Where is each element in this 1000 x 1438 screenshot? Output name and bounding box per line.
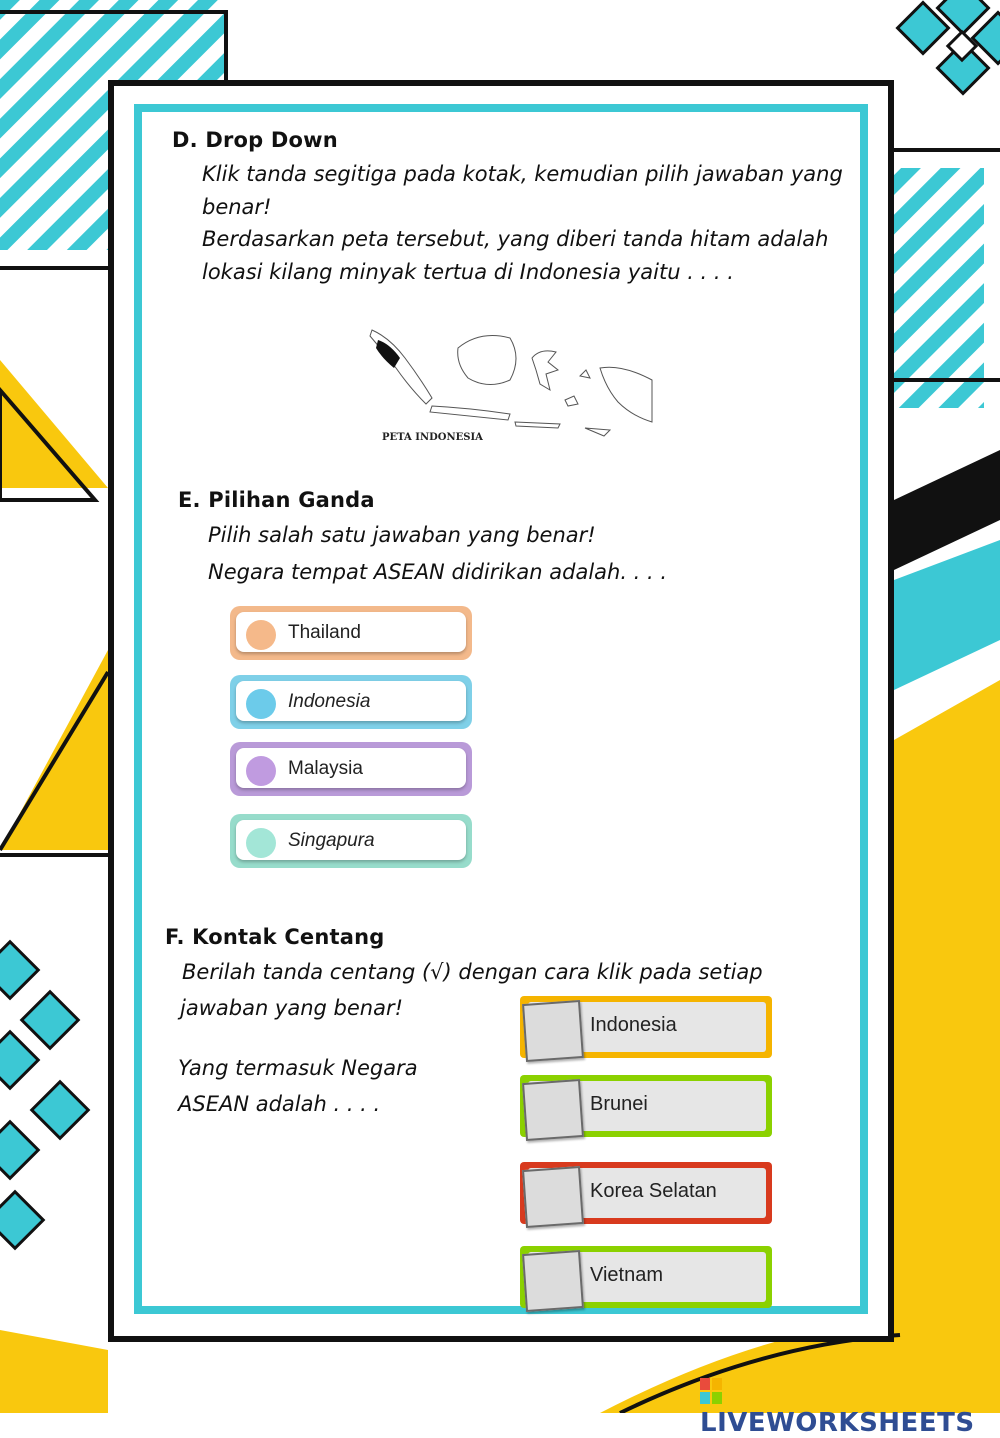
checkbox-option-indonesia[interactable] [520,996,772,1058]
option-singapura[interactable] [230,814,472,868]
section-f-question-2: ASEAN adalah . . . . [178,1092,381,1116]
section-d-question-2: lokasi kilang minyak tertua di Indonesia yaitu . . . . [202,260,734,284]
option-label: Indonesia [288,691,371,712]
section-f-instruction-1: Berilah tanda centang (√) dengan cara klik pada setiap [182,960,763,984]
radio-circle-icon[interactable] [246,689,276,719]
option-indonesia[interactable] [230,675,472,729]
brand-text: LIVEWORKSHEETS [700,1408,975,1438]
liveworksheets-logo [700,1378,1000,1438]
section-d-instruction-1: Klik tanda segitiga pada kotak, kemudian pilih jawaban yang [202,162,843,186]
section-d-heading: D. Drop Down [172,128,338,152]
checkbox-square-icon[interactable] [522,1250,584,1312]
checkbox-square-icon[interactable] [522,1166,584,1228]
map-caption: PETA INDONESIA [382,432,483,443]
checkbox-option-korea-selatan[interactable] [520,1162,772,1224]
checkbox-square-icon[interactable] [522,1079,584,1141]
section-f-heading: F. Kontak Centang [165,925,385,949]
section-f-question-1: Yang termasuk Negara [178,1056,418,1080]
checkbox-option-vietnam[interactable] [520,1246,772,1308]
radio-circle-icon[interactable] [246,828,276,858]
section-e-question: Negara tempat ASEAN didirikan adalah. . . . [208,560,668,584]
option-thailand[interactable] [230,606,472,660]
radio-circle-icon[interactable] [246,620,276,650]
liveworksheets-logo-icon [700,1378,722,1404]
section-e-instruction: Pilih salah satu jawaban yang benar! [208,523,596,547]
checkbox-label: Brunei [590,1093,648,1115]
radio-circle-icon[interactable] [246,756,276,786]
checkbox-label: Vietnam [590,1264,664,1286]
section-e-heading: E. Pilihan Ganda [178,488,375,512]
section-d-question-1: Berdasarkan peta tersebut, yang diberi tanda hitam adalah [202,227,829,251]
checkbox-label: Indonesia [590,1014,677,1036]
option-label: Singapura [288,830,375,851]
indonesia-map-image [360,318,660,448]
option-label: Malaysia [288,758,363,779]
option-malaysia[interactable] [230,742,472,796]
section-d-instruction-2: benar! [202,195,272,219]
section-f-instruction-2: jawaban yang benar! [180,996,404,1020]
checkbox-option-brunei[interactable] [520,1075,772,1137]
option-label: Thailand [288,622,361,643]
checkbox-label: Korea Selatan [590,1180,717,1202]
checkbox-square-icon[interactable] [522,1000,584,1062]
